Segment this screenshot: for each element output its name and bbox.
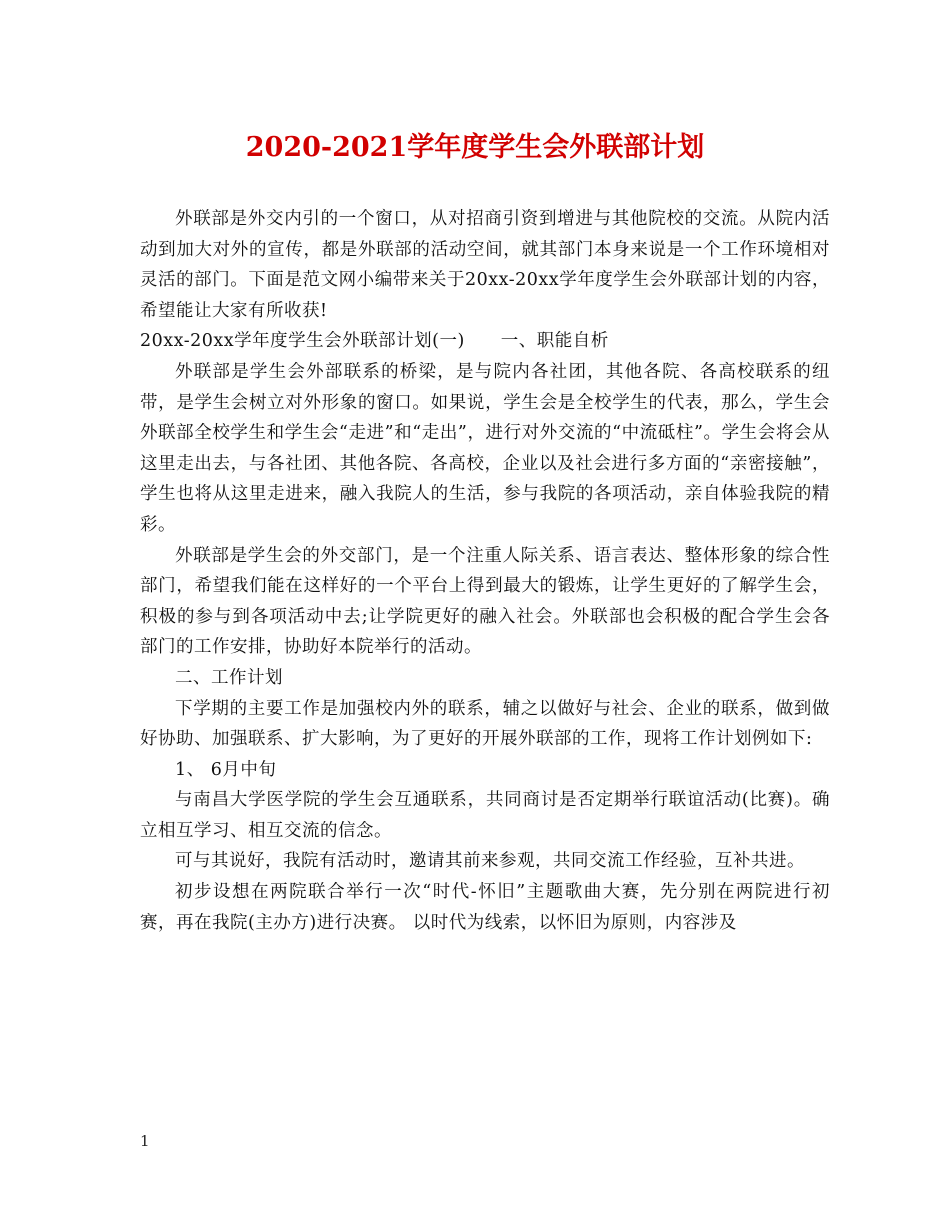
paragraph-department-nature: 外联部是学生会的外交部门，是一个注重人际关系、语言表达、整体形象的综合性部门，希望我们能在这样好的一个平台上得到最大的锻炼，让学生更好的了解学生会，积极的参与到各项活动中去;让学院更好的融入社会。外联部也会积极的配合学生会各部门的工作安排，协助好本院举行的活动。 (140, 545, 830, 658)
paragraph-intro: 外联部是外交内引的一个窗口，从对招商引资到增进与其他院校的交流。从院内活动到加大对外的宣传，都是外联部的活动空间，就其部门本身来说是一个工作环境相对灵活的部门。下面是范文网小编带来关于20xx-20xx学年度学生会外联部计划的内容，希望能让大家有所收获! (140, 209, 830, 321)
paragraph-item-june: 1、 6月中旬 (175, 759, 277, 780)
paragraph-section-heading: 20xx-20xx学年度学生会外联部计划(一) 一、职能自析 (140, 331, 609, 352)
paragraph-plan-overview: 下学期的主要工作是加强校内外的联系，辅之以做好与社会、企业的联系，做到做好协助、加强联系、扩大影响，为了更好的开展外联部的工作，现将工作计划例如下: (140, 698, 830, 750)
paragraph-contact-nanchang: 与南昌大学医学院的学生会互通联系，共同商讨是否定期举行联谊活动(比赛)。确立相互学习、相互交流的信念。 (140, 790, 830, 841)
page-number: 1 (140, 1132, 150, 1150)
document-title: 2020-2021学年度学生会外联部计划 (245, 132, 705, 163)
document-body (140, 204, 830, 938)
paragraph-invite: 可与其说好，我院有活动时，邀请其前来参观，共同交流工作经验，互补共进。 (175, 851, 805, 872)
paragraph-heading-work-plan: 二、工作计划 (175, 667, 283, 688)
paragraph-song-contest: 初步设想在两院联合举行一次“时代-怀旧”主题歌曲大赛，先分别在两院进行初赛，再在我院(主办方)进行决赛。 以时代为线索，以怀旧为原则，内容涉及 (140, 882, 830, 933)
paragraph-role-analysis: 外联部是学生会外部联系的桥梁，是与院内各社团，其他各院、各高校联系的纽带，是学生会树立对外形象的窗口。如果说，学生会是全校学生的代表，那么，学生会外联部全校学生和学生会“走进”和“走出”，进行对外交流的“中流砥柱”。学生会将会从这里走出去，与各社团、其他各院、各高校，企业以及社会进行多方面的“亲密接触”，学生也将从这里走进来，融入我院人的生活，参与我院的各项活动，亲自体验我院的精彩。 (140, 361, 830, 535)
